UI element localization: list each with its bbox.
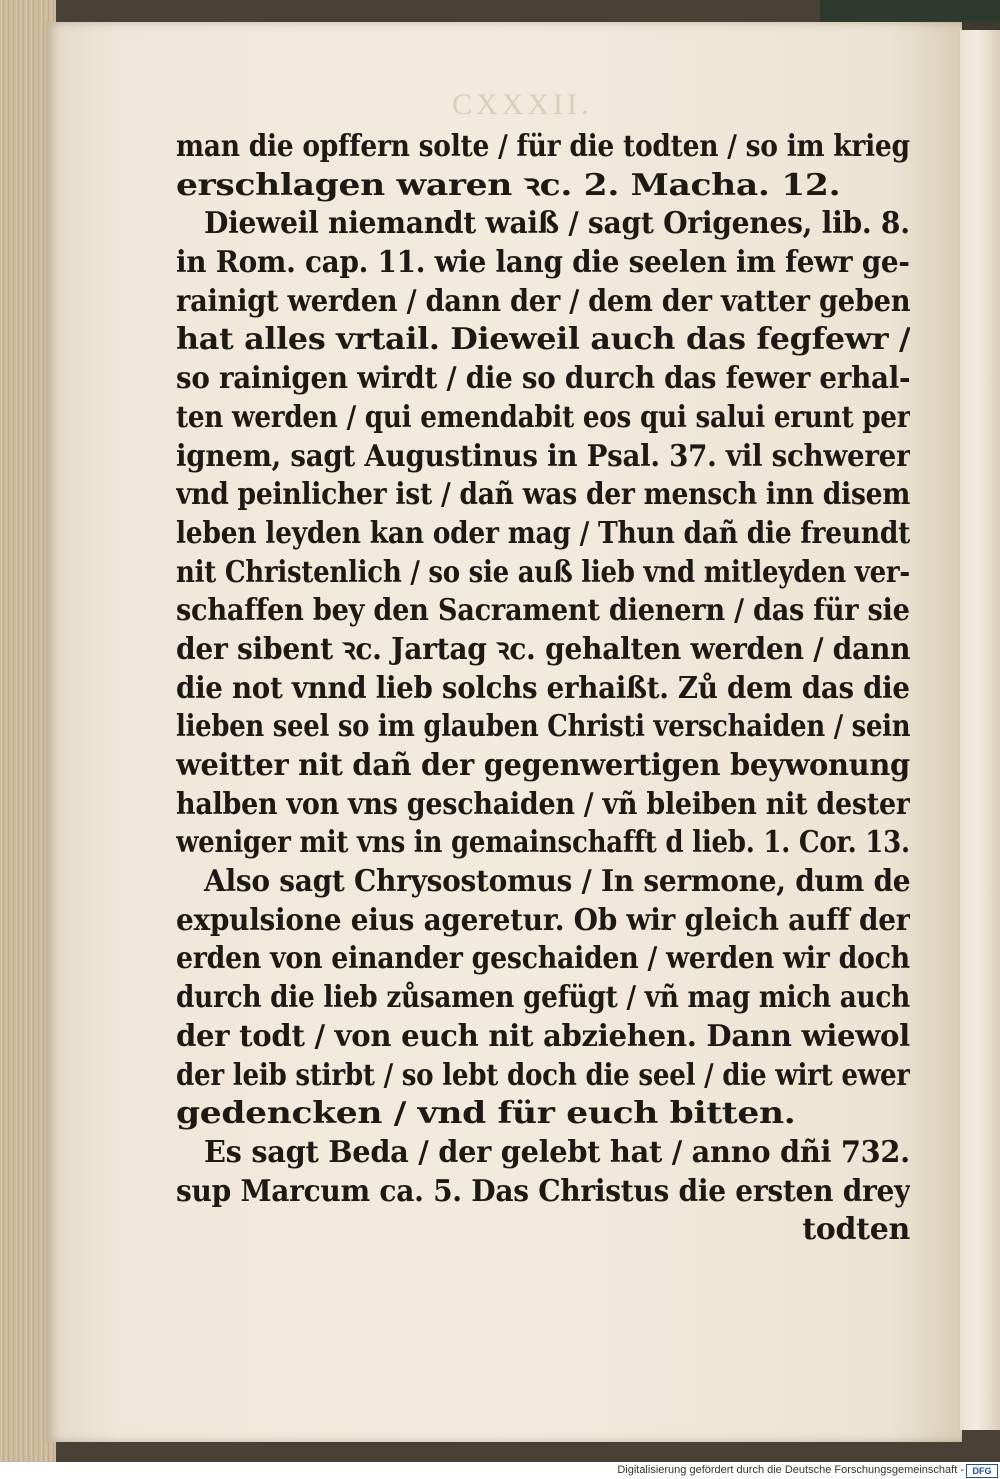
text-line: so rainigen wirdt / die so durch das fewer erhal- [176,361,910,397]
text-line: halben von vns geschaiden / vñ bleiben nit dester [176,786,910,822]
text-line: der sibent ꝛc. Jartag ꝛc. gehalten werden / dann [176,631,910,667]
text-line: expulsione eius ageretur. Ob wir gleich auff der [176,902,910,938]
running-head-showthrough: CXXXII. [452,88,593,121]
text-line: nit Christenlich / so sie auß lieb vnd mitleyden ver- [176,554,910,590]
text-line: der leib stirbt / so lebt doch die seel / die wirt ewer [176,1057,910,1093]
text-line: sup Marcum ca. 5. Das Christus die ersten drey [176,1173,910,1209]
text-line: lieben seel so im glauben Christi verschaiden / sein [176,709,910,745]
text-line: man die opffern solte / für die todten / so im krieg [176,129,910,164]
text-line: rainigt werden / dann der / dem der vatter geben [176,283,910,319]
text-line: der todt / von euch nit abziehen. Dann wiewol [176,1018,910,1054]
text-line: weniger mit vns in gemainschafft d lieb. 1. Cor. 13. [176,825,910,861]
digitization-footer [0,1462,1000,1479]
text-line: leben leyden kan oder mag / Thun dañ die freundt [176,515,910,551]
text-line: Es sagt Beda / der gelebt hat / anno dñi 732. [204,1134,910,1170]
text-line: weitter nit dañ der gegenwertigen beywonung [176,748,910,783]
text-line: gedencken / vnd für euch bitten. [176,1096,796,1132]
dfg-logo[interactable]: DFG [966,1464,998,1478]
text-line: hat alles vrtail. Dieweil auch das fegfewr / [176,322,910,358]
page-text [176,128,910,1250]
text-line: in Rom. cap. 11. wie lang die seelen im fewr ge- [176,245,910,281]
text-line: die not vnnd lieb solchs erhaißt. Zů dem das die [176,670,910,706]
text-line: durch die lieb zůsamen gefügt / vñ mag mich auch [176,980,910,1016]
text-line: Also sagt Chrysostomus / In sermone, dum de [204,864,910,900]
text-line: erden von einander geschaiden / werden wir doch [176,941,910,977]
text-line: erschlagen waren ꝛc. 2. Macha. 12. [176,167,841,203]
top-binding-strip [820,0,1000,22]
text-line: Dieweil niemandt waiß / sagt Origenes, lib. 8. [204,206,910,242]
text-line: ten werden / qui emendabit eos qui salui erunt per [176,399,910,435]
text-line: ignem, sagt Augustinus in Psal. 37. vil schwerer [176,438,910,474]
catchword: todten [802,1212,910,1248]
text-line: schaffen bey den Sacrament dienern / das für sie [176,593,910,629]
funding-credit: Digitalisierung gefördert durch die Deutsche Forschungsgemeinschaft - [617,1464,964,1476]
right-page-edge [960,30,1000,1430]
text-line: vnd peinlicher ist / dañ was der mensch inn disem [176,477,910,513]
